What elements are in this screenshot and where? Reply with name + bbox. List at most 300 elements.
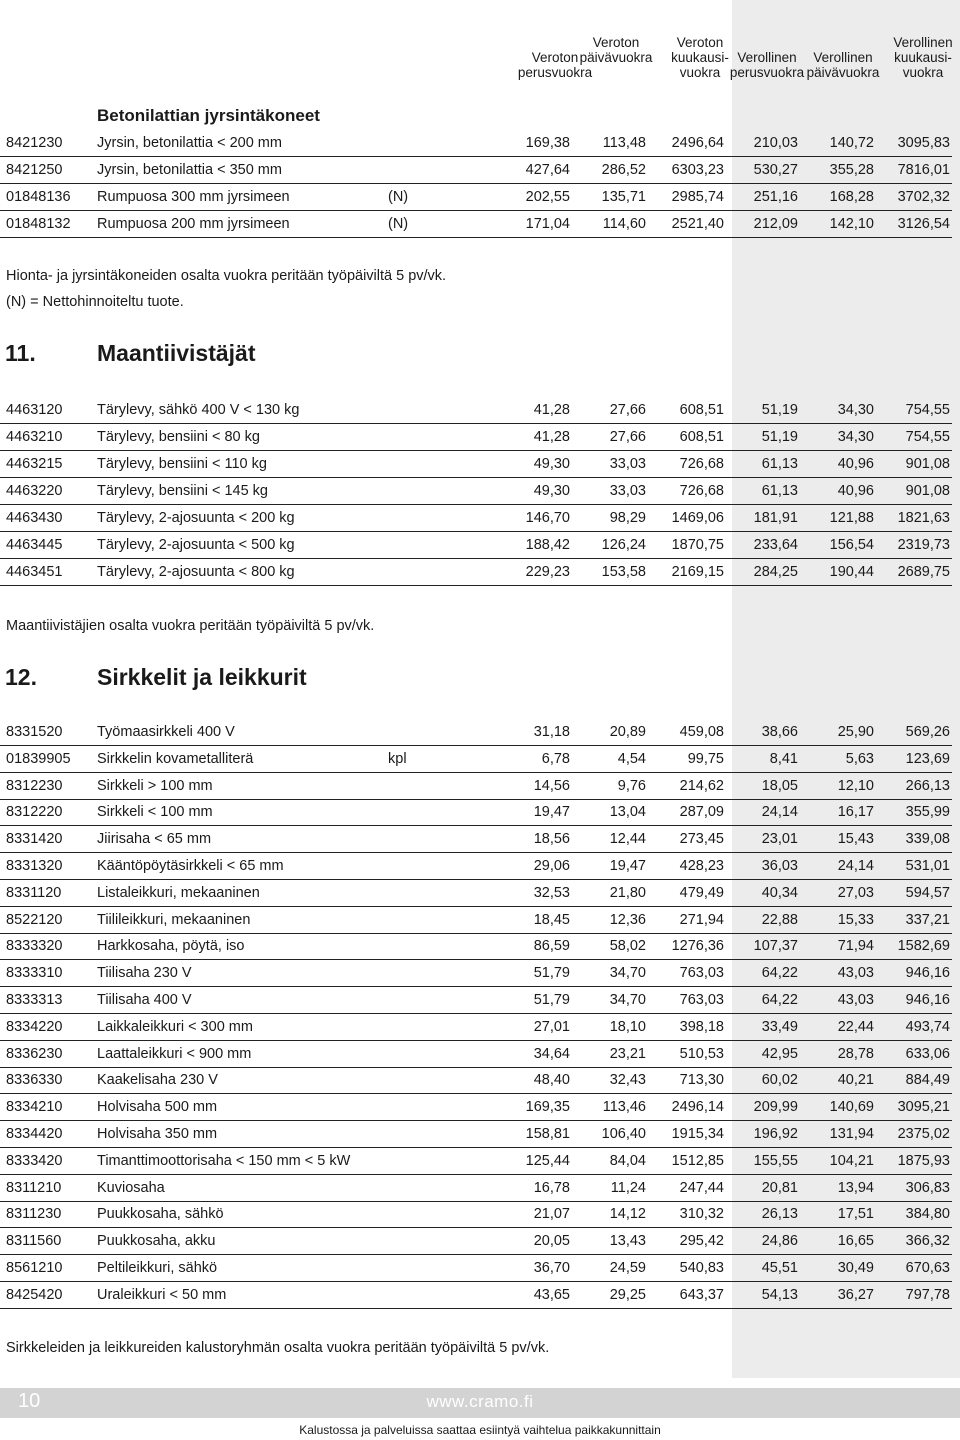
product-code: 8336330: [6, 1072, 63, 1089]
price-veroton-paivavuokra: 13,04: [609, 804, 646, 821]
price-verollinen-perusvuokra: 40,34: [761, 884, 798, 901]
product-name: Tärylevy, bensiini < 145 kg: [97, 483, 268, 499]
price-veroton-paivavuokra: 27,66: [609, 402, 646, 418]
price-verollinen-paivavuokra: 16,65: [837, 1233, 874, 1250]
product-code: 8333320: [6, 938, 63, 955]
product-code: 8311560: [6, 1233, 62, 1250]
table-row: [0, 211, 952, 238]
column-header-verollinen-kuukausivuokra: Verollinen kuukausi- vuokra: [893, 35, 953, 80]
price-verollinen-perusvuokra: 51,19: [761, 429, 798, 445]
price-veroton-paivavuokra: 20,89: [609, 724, 646, 740]
price-verollinen-paivavuokra: 17,51: [837, 1206, 874, 1223]
price-veroton-paivavuokra: 32,43: [609, 1072, 646, 1089]
price-verollinen-perusvuokra: 51,19: [761, 402, 798, 418]
price-verollinen-paivavuokra: 36,27: [837, 1286, 874, 1303]
price-verollinen-paivavuokra: 25,90: [837, 724, 874, 740]
product-note: (N): [388, 189, 409, 205]
product-code: 8331120: [6, 884, 62, 901]
price-verollinen-paivavuokra: 24,14: [837, 858, 874, 874]
table-row: [0, 157, 952, 184]
price-veroton-perusvuokra: 169,35: [525, 1099, 570, 1116]
table-row: [0, 1201, 952, 1228]
product-name: Jyrsin, betonilattia < 200 mm: [97, 135, 282, 151]
price-verollinen-perusvuokra: 233,64: [753, 537, 798, 553]
product-code: 01848132: [6, 216, 71, 232]
price-verollinen-perusvuokra: 212,09: [753, 216, 798, 232]
price-verollinen-paivavuokra: 16,17: [837, 804, 874, 821]
price-verollinen-paivavuokra: 190,44: [829, 564, 874, 580]
price-veroton-paivavuokra: 12,36: [609, 911, 646, 928]
price-veroton-paivavuokra: 113,48: [602, 135, 646, 151]
product-note: (N): [388, 216, 409, 232]
price-verollinen-paivavuokra: 156,54: [829, 537, 874, 553]
price-veroton-perusvuokra: 427,64: [525, 162, 570, 178]
price-veroton-perusvuokra: 14,56: [533, 777, 570, 794]
product-name: Rumpuosa 200 mm jyrsimeen: [97, 216, 290, 232]
product-code: 4463445: [6, 537, 63, 553]
product-name: Harkkosaha, pöytä, iso: [97, 938, 245, 955]
table-row: [0, 184, 952, 211]
price-veroton-kuukausivuokra: 99,75: [687, 750, 724, 767]
price-veroton-kuukausivuokra: 214,62: [679, 777, 724, 794]
price-verollinen-perusvuokra: 8,41: [769, 750, 798, 767]
price-verollinen-paivavuokra: 15,43: [837, 831, 874, 848]
footer-disclaimer: Kalustossa ja palveluissa saattaa esiintyä vaihtelua paikkakunnittain: [299, 1423, 661, 1437]
price-veroton-paivavuokra: 4,54: [617, 750, 646, 767]
price-veroton-paivavuokra: 113,46: [602, 1099, 646, 1116]
section-title-jyrsintakoneet: Betonilattian jyrsintäkoneet: [97, 106, 320, 125]
price-veroton-kuukausivuokra: 1870,75: [671, 537, 724, 553]
price-veroton-perusvuokra: 36,70: [533, 1260, 570, 1276]
column-header-veroton-paivavuokra: Veroton päivävuokra: [579, 35, 653, 65]
price-verollinen-kuukausivuokra: 2375,02: [897, 1126, 950, 1142]
price-verollinen-kuukausivuokra: 366,32: [905, 1233, 950, 1250]
price-verollinen-kuukausivuokra: 1582,69: [897, 938, 950, 955]
price-veroton-kuukausivuokra: 428,23: [679, 858, 724, 874]
price-veroton-paivavuokra: 12,44: [609, 831, 646, 848]
price-verollinen-perusvuokra: 61,13: [761, 483, 798, 499]
table-row: [0, 1067, 952, 1094]
price-veroton-perusvuokra: 6,78: [541, 750, 570, 767]
price-verollinen-paivavuokra: 131,94: [829, 1126, 874, 1142]
product-code: 8334210: [6, 1099, 63, 1116]
price-veroton-perusvuokra: 188,42: [525, 537, 570, 553]
price-veroton-kuukausivuokra: 2496,14: [671, 1099, 724, 1116]
price-veroton-perusvuokra: 29,06: [533, 858, 570, 874]
product-name: Kuviosaha: [97, 1179, 165, 1196]
table-row: [0, 1094, 952, 1121]
price-verollinen-perusvuokra: 181,91: [753, 510, 798, 526]
price-verollinen-kuukausivuokra: 493,74: [905, 1018, 950, 1035]
product-code: 8331320: [6, 858, 63, 874]
price-veroton-perusvuokra: 41,28: [533, 402, 570, 418]
price-veroton-kuukausivuokra: 398,18: [679, 1018, 724, 1035]
section-title: Sirkkelit ja leikkurit: [97, 664, 307, 690]
price-verollinen-paivavuokra: 30,49: [837, 1260, 874, 1276]
price-verollinen-kuukausivuokra: 1875,93: [897, 1152, 950, 1169]
product-code: 8336230: [6, 1045, 63, 1062]
price-verollinen-paivavuokra: 34,30: [837, 429, 874, 445]
price-verollinen-kuukausivuokra: 670,63: [905, 1260, 950, 1276]
price-veroton-kuukausivuokra: 510,53: [679, 1045, 724, 1062]
column-header-veroton-perusvuokra: Veroton perusvuokra: [517, 50, 593, 80]
column-header-veroton-kuukausivuokra: Veroton kuukausi- vuokra: [671, 35, 729, 80]
price-veroton-paivavuokra: 29,25: [609, 1286, 646, 1303]
price-verollinen-kuukausivuokra: 3095,83: [897, 135, 950, 151]
price-veroton-paivavuokra: 33,03: [609, 483, 646, 499]
price-veroton-paivavuokra: 23,21: [609, 1045, 646, 1062]
product-code: 8311210: [6, 1179, 62, 1196]
price-veroton-perusvuokra: 18,56: [533, 831, 570, 848]
price-verollinen-perusvuokra: 24,14: [761, 804, 798, 821]
price-verollinen-kuukausivuokra: 633,06: [905, 1045, 950, 1062]
price-veroton-perusvuokra: 43,65: [533, 1286, 570, 1303]
price-veroton-perusvuokra: 48,40: [533, 1072, 570, 1089]
price-veroton-paivavuokra: 135,71: [601, 189, 646, 205]
table-row: [0, 1014, 952, 1041]
price-verollinen-paivavuokra: 140,69: [829, 1099, 874, 1116]
price-verollinen-paivavuokra: 140,72: [829, 135, 874, 151]
price-veroton-kuukausivuokra: 6303,23: [671, 162, 724, 178]
product-code: 4463430: [6, 510, 63, 526]
price-veroton-paivavuokra: 27,66: [609, 429, 646, 445]
price-veroton-kuukausivuokra: 295,42: [679, 1233, 724, 1250]
price-verollinen-kuukausivuokra: 306,83: [905, 1179, 950, 1196]
table-row: [0, 1228, 952, 1255]
price-veroton-perusvuokra: 49,30: [533, 456, 570, 472]
table-row: [0, 826, 952, 853]
price-veroton-paivavuokra: 84,04: [609, 1152, 646, 1169]
product-name: Listaleikkuri, mekaaninen: [97, 884, 260, 901]
product-name: Jyrsin, betonilattia < 350 mm: [97, 162, 282, 178]
product-code: 4463451: [6, 564, 63, 580]
price-veroton-perusvuokra: 202,55: [525, 189, 570, 205]
price-veroton-kuukausivuokra: 1512,85: [671, 1152, 724, 1169]
price-veroton-kuukausivuokra: 726,68: [679, 483, 724, 499]
product-name: Sirkkelin kovametalliterä: [97, 750, 254, 767]
column-header-verollinen-paivavuokra: Verollinen päivävuokra: [806, 50, 880, 80]
product-code: 8333310: [6, 965, 63, 982]
product-code: 8311230: [6, 1206, 62, 1223]
price-veroton-paivavuokra: 34,70: [609, 965, 646, 982]
price-verollinen-kuukausivuokra: 754,55: [905, 429, 950, 445]
price-veroton-kuukausivuokra: 540,83: [679, 1260, 724, 1276]
price-verollinen-kuukausivuokra: 2689,75: [897, 564, 950, 580]
product-code: 8333313: [6, 992, 63, 1008]
product-name: Puukkosaha, sähkö: [97, 1206, 224, 1223]
product-code: 4463210: [6, 429, 63, 445]
price-verollinen-kuukausivuokra: 337,21: [905, 911, 950, 928]
price-veroton-kuukausivuokra: 479,49: [679, 884, 724, 901]
price-verollinen-perusvuokra: 36,03: [761, 858, 798, 874]
price-verollinen-kuukausivuokra: 884,49: [905, 1072, 950, 1089]
price-veroton-paivavuokra: 9,76: [617, 777, 646, 794]
price-veroton-kuukausivuokra: 310,32: [679, 1206, 724, 1223]
price-veroton-kuukausivuokra: 247,44: [679, 1179, 724, 1196]
price-verollinen-paivavuokra: 355,28: [829, 162, 874, 178]
price-verollinen-perusvuokra: 64,22: [761, 965, 798, 982]
product-name: Uraleikkuri < 50 mm: [97, 1286, 227, 1303]
product-code: 8333420: [6, 1152, 63, 1169]
price-verollinen-kuukausivuokra: 594,57: [905, 884, 950, 901]
table-row: [0, 1041, 952, 1068]
page-number: 10: [18, 1390, 41, 1412]
product-name: Peltileikkuri, sähkö: [97, 1260, 218, 1276]
price-verollinen-paivavuokra: 15,33: [837, 911, 874, 928]
price-verollinen-perusvuokra: 26,13: [761, 1206, 798, 1223]
price-veroton-perusvuokra: 171,04: [525, 216, 570, 232]
price-veroton-kuukausivuokra: 273,45: [679, 831, 724, 848]
website-link[interactable]: www.cramo.fi: [426, 1392, 534, 1411]
table-row: [0, 478, 952, 505]
price-veroton-kuukausivuokra: 713,30: [679, 1072, 724, 1089]
table-row: [0, 1148, 952, 1175]
product-code: 4463220: [6, 483, 63, 499]
price-verollinen-perusvuokra: 38,66: [761, 724, 798, 740]
product-name: Jiirisaha < 65 mm: [97, 831, 212, 848]
product-code: 8522120: [6, 911, 63, 928]
table-row: [0, 880, 952, 907]
price-verollinen-perusvuokra: 284,25: [753, 564, 798, 580]
product-code: 8331420: [6, 831, 63, 848]
price-verollinen-kuukausivuokra: 946,16: [905, 992, 950, 1008]
section-number: 11.: [5, 340, 36, 366]
price-veroton-perusvuokra: 19,47: [533, 804, 570, 821]
product-code: 8312230: [6, 777, 63, 794]
price-veroton-kuukausivuokra: 1276,36: [671, 938, 724, 955]
price-veroton-perusvuokra: 16,78: [533, 1179, 570, 1196]
price-veroton-kuukausivuokra: 1915,34: [671, 1126, 724, 1142]
table-row: [0, 397, 952, 424]
product-name: Holvisaha 500 mm: [97, 1099, 218, 1116]
price-veroton-kuukausivuokra: 2985,74: [671, 189, 724, 205]
section1-note: Hionta- ja jyrsintäkoneiden osalta vuokra peritään työpäiviltä 5 pv/vk.: [6, 268, 447, 284]
table-row: [0, 853, 952, 880]
table-row: [0, 746, 952, 773]
price-verollinen-kuukausivuokra: 901,08: [905, 483, 950, 499]
product-code: 01839905: [6, 750, 71, 767]
table-row: [0, 559, 952, 586]
price-verollinen-kuukausivuokra: 3126,54: [897, 216, 950, 232]
product-code: 8331520: [6, 724, 63, 740]
price-veroton-paivavuokra: 58,02: [609, 938, 646, 955]
price-verollinen-perusvuokra: 64,22: [761, 992, 798, 1008]
price-veroton-perusvuokra: 146,70: [525, 510, 570, 526]
product-name: Laattaleikkuri < 900 mm: [97, 1045, 252, 1062]
price-verollinen-perusvuokra: 251,16: [753, 189, 798, 205]
price-veroton-kuukausivuokra: 608,51: [679, 402, 724, 418]
section-heading-sirkkelit: [5, 664, 307, 691]
price-veroton-paivavuokra: 98,29: [609, 510, 646, 526]
price-verollinen-paivavuokra: 104,21: [829, 1152, 874, 1169]
price-veroton-perusvuokra: 125,44: [525, 1152, 570, 1169]
price-veroton-paivavuokra: 153,58: [601, 564, 646, 580]
product-code: 8421250: [6, 162, 63, 178]
price-verollinen-kuukausivuokra: 754,55: [905, 402, 950, 418]
price-verollinen-paivavuokra: 121,88: [829, 510, 874, 526]
price-verollinen-perusvuokra: 33,49: [761, 1018, 798, 1035]
price-verollinen-paivavuokra: 71,94: [837, 938, 874, 955]
product-name: Laikkaleikkuri < 300 mm: [97, 1018, 253, 1035]
price-verollinen-kuukausivuokra: 797,78: [905, 1286, 950, 1303]
price-veroton-kuukausivuokra: 763,03: [679, 992, 724, 1008]
price-verollinen-kuukausivuokra: 3702,32: [897, 189, 950, 205]
price-veroton-paivavuokra: 14,12: [609, 1206, 646, 1223]
product-name: Tärylevy, 2-ajosuunta < 200 kg: [97, 510, 295, 526]
price-verollinen-perusvuokra: 23,01: [761, 831, 798, 848]
product-name: Tiilisaha 230 V: [97, 965, 192, 982]
price-verollinen-perusvuokra: 18,05: [761, 777, 798, 794]
price-veroton-kuukausivuokra: 287,09: [679, 804, 724, 821]
price-veroton-paivavuokra: 24,59: [609, 1260, 646, 1276]
price-verollinen-paivavuokra: 40,21: [837, 1072, 874, 1089]
price-verollinen-paivavuokra: 40,96: [837, 456, 874, 472]
table-row: [0, 130, 952, 157]
price-veroton-perusvuokra: 51,79: [533, 992, 570, 1008]
price-veroton-perusvuokra: 41,28: [533, 429, 570, 445]
table-row: [0, 987, 952, 1014]
product-name: Tärylevy, bensiini < 80 kg: [97, 429, 260, 445]
table-row: [0, 773, 952, 800]
price-verollinen-paivavuokra: 40,96: [837, 483, 874, 499]
price-verollinen-perusvuokra: 60,02: [761, 1072, 798, 1089]
price-verollinen-kuukausivuokra: 266,13: [905, 777, 950, 794]
price-veroton-kuukausivuokra: 1469,06: [671, 510, 724, 526]
price-veroton-perusvuokra: 32,53: [533, 884, 570, 901]
price-verollinen-kuukausivuokra: 946,16: [905, 965, 950, 982]
price-verollinen-kuukausivuokra: 569,26: [905, 724, 950, 740]
product-name: Kääntöpöytäsirkkeli < 65 mm: [97, 858, 284, 874]
price-verollinen-kuukausivuokra: 7816,01: [897, 162, 950, 178]
price-veroton-paivavuokra: 18,10: [609, 1018, 646, 1035]
price-verollinen-paivavuokra: 22,44: [837, 1018, 874, 1035]
product-code: 8561210: [6, 1260, 63, 1276]
product-note: kpl: [388, 750, 407, 767]
price-verollinen-paivavuokra: 34,30: [837, 402, 874, 418]
price-veroton-kuukausivuokra: 459,08: [679, 724, 724, 740]
price-verollinen-perusvuokra: 155,55: [753, 1152, 798, 1169]
product-code: 01848136: [6, 189, 71, 205]
product-code: 8421230: [6, 135, 63, 151]
price-veroton-perusvuokra: 18,45: [533, 911, 570, 928]
price-verollinen-perusvuokra: 209,99: [753, 1099, 798, 1116]
table-row: [0, 505, 952, 532]
table-row: [0, 1255, 952, 1282]
price-veroton-perusvuokra: 229,23: [525, 564, 570, 580]
table-row: [0, 907, 952, 934]
table-row: [0, 424, 952, 451]
price-veroton-perusvuokra: 158,81: [525, 1126, 570, 1142]
product-name: Sirkkeli < 100 mm: [97, 804, 213, 821]
price-veroton-perusvuokra: 169,38: [525, 135, 570, 151]
section-title: Maantiivistäjät: [97, 340, 256, 366]
price-veroton-paivavuokra: 11,24: [610, 1179, 646, 1196]
table-row: [0, 719, 952, 746]
product-name: Työmaasirkkeli 400 V: [97, 724, 235, 740]
section3-note: Sirkkeleiden ja leikkureiden kalustoryhmän osalta vuokra peritään työpäiviltä 5 pv/vk.: [6, 1340, 550, 1356]
section-heading-maantiivistajat: [5, 340, 256, 367]
product-code: 8334220: [6, 1018, 63, 1035]
price-verollinen-perusvuokra: 54,13: [761, 1286, 798, 1303]
price-verollinen-kuukausivuokra: 355,99: [905, 804, 950, 821]
price-veroton-kuukausivuokra: 726,68: [679, 456, 724, 472]
price-veroton-paivavuokra: 19,47: [609, 858, 646, 874]
price-verollinen-paivavuokra: 43,03: [837, 992, 874, 1008]
price-verollinen-perusvuokra: 45,51: [761, 1260, 798, 1276]
price-verollinen-kuukausivuokra: 123,69: [905, 750, 950, 767]
price-verollinen-kuukausivuokra: 339,08: [905, 831, 950, 848]
price-veroton-perusvuokra: 34,64: [533, 1045, 570, 1062]
price-veroton-paivavuokra: 34,70: [609, 992, 646, 1008]
product-code: 8312220: [6, 804, 63, 821]
price-veroton-kuukausivuokra: 271,94: [679, 911, 724, 928]
price-veroton-kuukausivuokra: 2169,15: [671, 564, 724, 580]
price-veroton-paivavuokra: 21,80: [609, 884, 646, 901]
table-row: [0, 799, 952, 826]
product-name: Puukkosaha, akku: [97, 1233, 216, 1250]
product-code: 4463215: [6, 456, 63, 472]
price-veroton-perusvuokra: 51,79: [533, 965, 570, 982]
product-code: 4463120: [6, 402, 63, 418]
price-veroton-kuukausivuokra: 763,03: [679, 965, 724, 982]
product-name: Tiilileikkuri, mekaaninen: [97, 911, 251, 928]
price-verollinen-paivavuokra: 12,10: [837, 777, 874, 794]
price-veroton-perusvuokra: 86,59: [533, 938, 570, 955]
price-veroton-paivavuokra: 106,40: [601, 1126, 646, 1142]
price-verollinen-paivavuokra: 5,63: [845, 750, 874, 767]
product-name: Tärylevy, 2-ajosuunta < 500 kg: [97, 537, 295, 553]
price-veroton-paivavuokra: 286,52: [601, 162, 646, 178]
price-veroton-perusvuokra: 21,07: [533, 1206, 570, 1223]
product-code: 8425420: [6, 1286, 63, 1303]
column-header-verollinen-perusvuokra: Verollinen perusvuokra: [729, 50, 805, 80]
price-verollinen-kuukausivuokra: 384,80: [905, 1206, 950, 1223]
product-name: Timanttimoottorisaha < 150 mm < 5 kW: [97, 1152, 351, 1169]
price-verollinen-perusvuokra: 22,88: [761, 911, 798, 928]
price-verollinen-perusvuokra: 24,86: [761, 1233, 798, 1250]
price-verollinen-paivavuokra: 142,10: [829, 216, 874, 232]
price-verollinen-paivavuokra: 13,94: [837, 1179, 874, 1196]
product-name: Holvisaha 350 mm: [97, 1126, 218, 1142]
section2-note: Maantiivistäjien osalta vuokra peritään työpäiviltä 5 pv/vk.: [6, 618, 375, 634]
price-veroton-kuukausivuokra: 2521,40: [671, 216, 724, 232]
section1-legend-note: (N) = Nettohinnoiteltu tuote.: [6, 294, 184, 310]
price-verollinen-perusvuokra: 20,81: [761, 1179, 798, 1196]
product-name: Kaakelisaha 230 V: [97, 1072, 218, 1089]
price-verollinen-perusvuokra: 107,37: [753, 938, 798, 955]
price-veroton-perusvuokra: 27,01: [533, 1018, 570, 1035]
price-veroton-perusvuokra: 31,18: [533, 724, 570, 740]
product-code: 8334420: [6, 1126, 63, 1142]
price-veroton-paivavuokra: 33,03: [609, 456, 646, 472]
section-number: 12.: [5, 664, 37, 690]
price-veroton-perusvuokra: 20,05: [533, 1233, 570, 1250]
price-veroton-kuukausivuokra: 643,37: [679, 1286, 724, 1303]
price-verollinen-perusvuokra: 42,95: [761, 1045, 798, 1062]
price-verollinen-perusvuokra: 530,27: [753, 162, 798, 178]
price-verollinen-kuukausivuokra: 531,01: [905, 858, 950, 874]
product-name: Tärylevy, bensiini < 110 kg: [97, 456, 267, 472]
product-name: Rumpuosa 300 mm jyrsimeen: [97, 189, 290, 205]
price-verollinen-paivavuokra: 28,78: [837, 1045, 874, 1062]
price-veroton-kuukausivuokra: 608,51: [679, 429, 724, 445]
price-verollinen-kuukausivuokra: 1821,63: [897, 510, 950, 526]
table-row: [0, 1282, 952, 1309]
table-row: [0, 960, 952, 987]
table-row: [0, 933, 952, 960]
table-row: [0, 1175, 952, 1202]
price-verollinen-perusvuokra: 210,03: [753, 135, 798, 151]
